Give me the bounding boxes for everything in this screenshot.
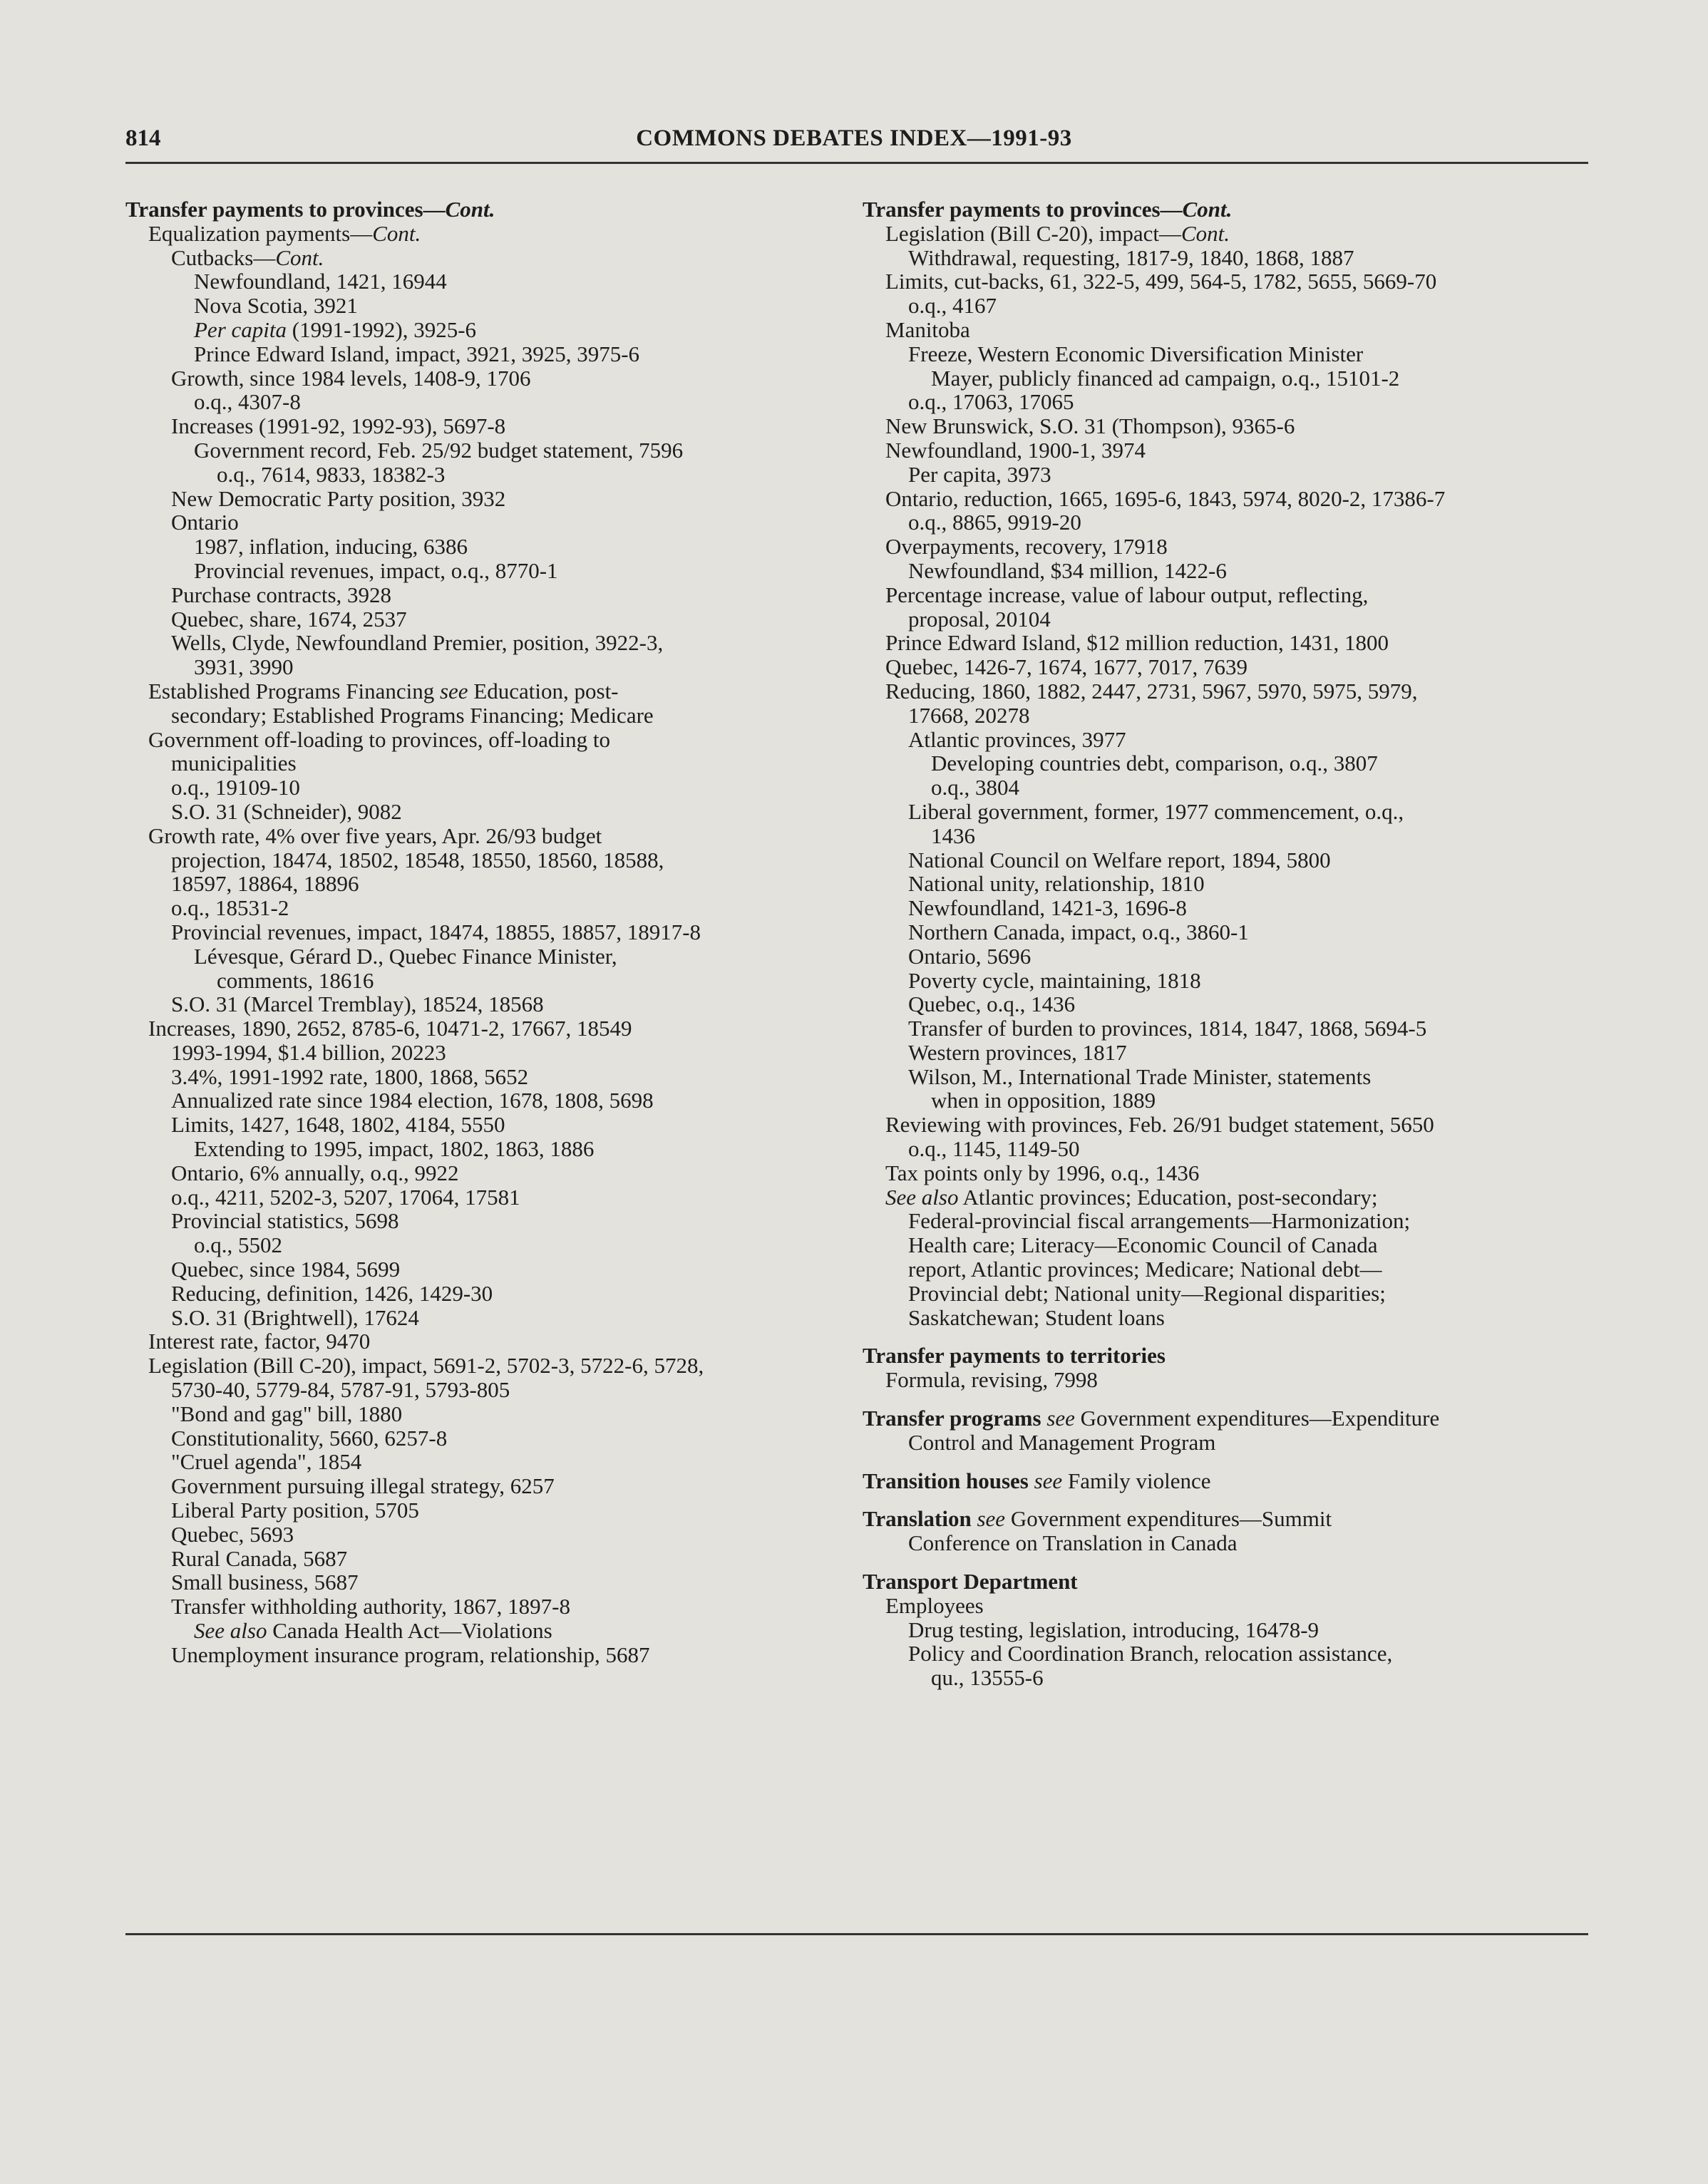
index-entry <box>863 1431 1575 1455</box>
entry-text: Transfer payments to territories <box>863 1343 1166 1369</box>
index-entry <box>863 1306 1575 1330</box>
entry-text: Reducing, 1860, 1882, 2447, 2731, 5967, 5970, 5975, 5979, <box>885 678 1418 704</box>
entry-text: Liberal Party position, 5705 <box>171 1498 419 1523</box>
entry-text: Withdrawal, requesting, 1817-9, 1840, 1868, 1887 <box>908 244 1354 270</box>
entry-text: Provincial revenues, impact, o.q., 8770-1 <box>194 557 558 583</box>
index-entry <box>125 896 838 920</box>
index-column-right <box>863 197 1575 1690</box>
entry-text: Ontario, 6% annually, o.q., 9922 <box>171 1160 459 1185</box>
index-entry <box>125 1113 838 1137</box>
index-entry <box>125 920 838 944</box>
index-entry <box>125 1137 838 1161</box>
running-header-title: COMMONS DEBATES INDEX—1991-93 <box>636 125 1072 151</box>
entry-text: National unity, relationship, 1810 <box>908 871 1205 897</box>
index-entry <box>125 583 838 607</box>
index-entry <box>125 1402 838 1426</box>
entry-text: Family violence <box>1062 1468 1211 1493</box>
header-rule <box>125 162 1588 164</box>
entry-text: Percentage increase, value of labour output, reflecting, <box>885 582 1369 607</box>
index-entry <box>125 463 838 487</box>
entry-text: see <box>1028 1468 1063 1493</box>
entry-text: Transfer payments to provinces— <box>125 197 446 222</box>
entry-text: Quebec, o.q., 1436 <box>908 991 1076 1017</box>
index-entry <box>863 969 1575 993</box>
entry-text: Wilson, M., International Trade Minister, statements <box>908 1063 1372 1089</box>
index-entry <box>125 679 838 704</box>
index-entry <box>125 246 838 270</box>
index-entry <box>863 1161 1575 1185</box>
entry-text: Quebec, 1426-7, 1674, 1677, 7017, 7639 <box>885 654 1247 680</box>
entry-text: qu., 13555-6 <box>931 1665 1044 1691</box>
index-entry <box>125 390 838 414</box>
index-entry <box>125 559 838 583</box>
entry-text: Education, post- <box>468 678 619 704</box>
entry-text: 1993-1994, $1.4 billion, 20223 <box>171 1039 446 1065</box>
entry-text: Ontario <box>171 510 239 535</box>
index-entry <box>125 1474 838 1498</box>
entry-text: Constitutionality, 5660, 6257-8 <box>171 1425 448 1451</box>
index-entry <box>863 655 1575 679</box>
index-entry <box>125 1498 838 1523</box>
index-entry <box>863 896 1575 920</box>
entry-text: Prince Edward Island, $12 million reduction, 1431, 1800 <box>885 630 1389 656</box>
index-entry <box>863 728 1575 752</box>
index-entry <box>125 992 838 1016</box>
index-entry <box>125 1547 838 1571</box>
index-heading <box>863 1344 1575 1368</box>
entry-text: Canada Health Act—Violations <box>267 1618 552 1644</box>
index-entry <box>863 824 1575 848</box>
entry-text: municipalities <box>171 751 297 776</box>
index-entry <box>125 776 838 800</box>
entry-text: Newfoundland, $34 million, 1422-6 <box>908 557 1227 583</box>
index-entry <box>125 969 838 993</box>
entry-text: Government record, Feb. 25/92 budget statement, 7596 <box>194 437 684 463</box>
entry-text: Tax points only by 1996, o.q., 1436 <box>885 1160 1200 1185</box>
entry-text: "Bond and gag" bill, 1880 <box>171 1401 403 1426</box>
entry-text: Freeze, Western Economic Diversification Minister <box>908 341 1364 366</box>
index-entry <box>863 1185 1575 1210</box>
entry-text: Control and Management Program <box>908 1429 1216 1455</box>
index-entry <box>125 414 838 438</box>
entry-text: 1436 <box>931 823 975 848</box>
index-entry <box>125 1523 838 1547</box>
index-entry <box>125 366 838 391</box>
entry-text: Quebec, share, 1674, 2537 <box>171 606 407 632</box>
entry-text: o.q., 4307-8 <box>194 389 301 415</box>
index-entry <box>863 222 1575 246</box>
entry-text: o.q., 4211, 5202-3, 5207, 17064, 17581 <box>171 1184 520 1210</box>
index-entry <box>863 1113 1575 1137</box>
entry-text: Wells, Clyde, Newfoundland Premier, position, 3922-3, <box>171 630 664 656</box>
entry-text: Transfer withholding authority, 1867, 1897-8 <box>171 1594 570 1619</box>
index-entry <box>125 222 838 246</box>
index-entry <box>863 1233 1575 1257</box>
entry-text: Increases, 1890, 2652, 8785-6, 10471-2, 17667, 18549 <box>148 1016 632 1041</box>
index-entry <box>125 1450 838 1474</box>
index-entry <box>863 294 1575 318</box>
entry-text: Government expenditures—Summit <box>1005 1506 1332 1532</box>
index-entry <box>125 1016 838 1041</box>
entry-text: (1991-1992), 3925-6 <box>287 316 477 342</box>
index-entry <box>125 704 838 728</box>
index-entry <box>125 728 838 752</box>
index-entry <box>863 920 1575 944</box>
entry-text: o.q., 7614, 9833, 18382-3 <box>217 461 446 487</box>
index-entry <box>863 583 1575 607</box>
index-entry <box>125 1619 838 1643</box>
index-entry <box>125 1065 838 1089</box>
index-entry <box>125 1595 838 1619</box>
entry-text: Equalization payments— <box>148 220 373 246</box>
entry-text: report, Atlantic provinces; Medicare; National debt— <box>908 1257 1382 1282</box>
index-entry <box>125 1041 838 1065</box>
entry-text: S.O. 31 (Brightwell), 17624 <box>171 1304 419 1330</box>
index-entry <box>863 751 1575 776</box>
index-entry <box>863 1368 1575 1392</box>
index-entry <box>863 1065 1575 1089</box>
index-entry <box>863 1594 1575 1618</box>
index-entry <box>863 438 1575 463</box>
entry-text: o.q., 1145, 1149-50 <box>908 1136 1080 1162</box>
entry-text: Reviewing with provinces, Feb. 26/91 budget statement, 5650 <box>885 1112 1434 1138</box>
index-entry <box>863 390 1575 414</box>
index-entry <box>863 318 1575 342</box>
index-heading <box>863 1507 1575 1531</box>
entry-text: Atlantic provinces, 3977 <box>908 726 1126 752</box>
index-entry <box>125 1306 838 1330</box>
index-entry <box>125 1209 838 1233</box>
page-number: 814 <box>125 125 161 151</box>
index-entry <box>125 1570 838 1595</box>
index-entry <box>863 1666 1575 1690</box>
index-heading <box>863 1406 1575 1431</box>
entry-text: Poverty cycle, maintaining, 1818 <box>908 967 1201 993</box>
entry-text: Increases (1991-92, 1992-93), 5697-8 <box>171 413 506 439</box>
entry-text: Limits, 1427, 1648, 1802, 4184, 5550 <box>171 1112 505 1138</box>
index-entry <box>863 1041 1575 1065</box>
index-entry <box>125 944 838 969</box>
entry-text: Transfer programs <box>863 1406 1041 1431</box>
entry-text: Legislation (Bill C-20), impact, 5691-2, 5702-3, 5722-6, 5728, <box>148 1353 704 1379</box>
index-entry <box>863 414 1575 438</box>
entry-text: Mayer, publicly financed ad campaign, o.q., 15101-2 <box>931 365 1400 391</box>
entry-text: Health care; Literacy—Economic Council of Canada <box>908 1232 1378 1258</box>
entry-text: Provincial statistics, 5698 <box>171 1208 399 1234</box>
entry-text: Quebec, since 1984, 5699 <box>171 1257 401 1282</box>
index-entry <box>125 1643 838 1667</box>
entry-text: Drug testing, legislation, introducing, 16478-9 <box>908 1617 1319 1642</box>
entry-text: 17668, 20278 <box>908 702 1030 728</box>
entry-text: Lévesque, Gérard D., Quebec Finance Minister, <box>194 943 617 969</box>
index-entry <box>863 487 1575 511</box>
index-entry <box>863 463 1575 487</box>
entry-text: Reducing, definition, 1426, 1429-30 <box>171 1280 493 1306</box>
index-entry <box>125 1426 838 1451</box>
index-entry <box>863 510 1575 535</box>
entry-text: Extending to 1995, impact, 1802, 1863, 1886 <box>194 1136 595 1162</box>
entry-text: 3.4%, 1991-1992 rate, 1800, 1868, 5652 <box>171 1063 529 1089</box>
index-entry <box>863 246 1575 270</box>
entry-text: see <box>971 1506 1006 1532</box>
index-entry <box>125 800 838 824</box>
entry-text: Cont. <box>275 244 324 270</box>
entry-text: Ontario, 5696 <box>908 943 1032 969</box>
index-entry <box>863 342 1575 366</box>
index-entry <box>125 631 838 655</box>
index-heading <box>863 1570 1575 1594</box>
entry-text: projection, 18474, 18502, 18548, 18550, 18560, 18588, <box>171 847 664 872</box>
index-entry <box>863 1531 1575 1555</box>
entry-text: o.q., 18531-2 <box>171 895 289 921</box>
entry-text: "Cruel agenda", 1854 <box>171 1449 362 1475</box>
entry-text: Manitoba <box>885 316 970 342</box>
entry-text: Saskatchewan; Student loans <box>908 1304 1165 1330</box>
entry-text: Ontario, reduction, 1665, 1695-6, 1843, 5974, 8020-2, 17386-7 <box>885 485 1446 511</box>
index-entry <box>863 631 1575 655</box>
entry-text: see <box>1041 1406 1075 1431</box>
entry-text: Legislation (Bill C-20), impact— <box>885 220 1181 246</box>
index-entry <box>125 294 838 318</box>
entry-text: when in opposition, 1889 <box>931 1088 1156 1113</box>
index-entry <box>863 269 1575 294</box>
index-entry <box>125 438 838 463</box>
entry-text: proposal, 20104 <box>908 606 1051 632</box>
entry-text: Growth, since 1984 levels, 1408-9, 1706 <box>171 365 531 391</box>
index-entry <box>125 824 838 848</box>
entry-text: Overpayments, recovery, 17918 <box>885 534 1168 560</box>
index-entry <box>125 269 838 294</box>
index-entry <box>863 1642 1575 1666</box>
index-entry <box>125 487 838 511</box>
index-heading <box>125 197 838 222</box>
entry-text: Atlantic provinces; Education, post-secondary; <box>958 1184 1378 1210</box>
index-entry <box>863 1016 1575 1041</box>
entry-text: Per capita <box>194 316 287 342</box>
entry-text: Interest rate, factor, 9470 <box>148 1329 371 1354</box>
index-entry <box>863 607 1575 632</box>
entry-text: comments, 18616 <box>217 967 374 993</box>
entry-text: See also <box>194 1618 267 1644</box>
entry-text: Policy and Coordination Branch, relocation assistance, <box>908 1641 1393 1667</box>
entry-text: o.q., 17063, 17065 <box>908 389 1074 415</box>
entry-text: See also <box>885 1184 959 1210</box>
index-entry <box>125 1257 838 1282</box>
entry-text: Nova Scotia, 3921 <box>194 293 358 319</box>
index-entry <box>125 1378 838 1402</box>
entry-text: S.O. 31 (Schneider), 9082 <box>171 798 402 824</box>
entry-text: Growth rate, 4% over five years, Apr. 26/93 budget <box>148 823 602 848</box>
index-entry <box>863 872 1575 896</box>
index-entry <box>863 704 1575 728</box>
index-entry <box>863 776 1575 800</box>
index-entry <box>125 1329 838 1354</box>
entry-text: o.q., 3804 <box>931 775 1019 800</box>
index-entry <box>863 1209 1575 1233</box>
entry-text: Limits, cut-backs, 61, 322-5, 499, 564-5, 1782, 5655, 5669-70 <box>885 269 1437 294</box>
entry-text: Cont. <box>1182 197 1233 222</box>
entry-text: Annualized rate since 1984 election, 1678, 1808, 5698 <box>171 1088 654 1113</box>
entry-text: see <box>439 678 468 704</box>
entry-text: Translation <box>863 1506 972 1532</box>
index-entry <box>125 655 838 679</box>
entry-text: Quebec, 5693 <box>171 1521 294 1547</box>
index-entry <box>125 510 838 535</box>
index-entry <box>863 800 1575 824</box>
index-entry <box>863 992 1575 1016</box>
entry-text: Unemployment insurance program, relationship, 5687 <box>171 1642 650 1667</box>
entry-text: Liberal government, former, 1977 commencement, o.q., <box>908 798 1404 824</box>
entry-text: 1987, inflation, inducing, 6386 <box>194 534 468 560</box>
entry-text: Transfer payments to provinces— <box>863 197 1183 222</box>
index-entry <box>125 318 838 342</box>
index-entry <box>863 1618 1575 1642</box>
index-entry <box>863 366 1575 391</box>
index-entry <box>863 535 1575 559</box>
entry-text: Northern Canada, impact, o.q., 3860-1 <box>908 919 1249 944</box>
entry-text: Provincial debt; National unity—Regional disparities; <box>908 1280 1386 1306</box>
index-entry <box>125 607 838 632</box>
entry-text: Cont. <box>372 220 421 246</box>
entry-text: S.O. 31 (Marcel Tremblay), 18524, 18568 <box>171 991 544 1017</box>
entry-text: Cont. <box>445 197 495 222</box>
entry-text: 18597, 18864, 18896 <box>171 871 359 897</box>
entry-text: 3931, 3990 <box>194 654 294 680</box>
index-entry <box>125 1354 838 1378</box>
entry-text: Transport Department <box>863 1569 1078 1595</box>
entry-text: o.q., 5502 <box>194 1232 282 1258</box>
entry-text: Western provinces, 1817 <box>908 1039 1127 1065</box>
entry-text: Government pursuing illegal strategy, 6257 <box>171 1473 555 1499</box>
entry-text: 5730-40, 5779-84, 5787-91, 5793-805 <box>171 1377 510 1403</box>
entry-text: Cont. <box>1181 220 1230 246</box>
footer-rule <box>125 1933 1588 1935</box>
entry-text: Federal-provincial fiscal arrangements—Harmonization; <box>908 1208 1411 1234</box>
entry-text: Newfoundland, 1900-1, 3974 <box>885 437 1146 463</box>
entry-text: New Democratic Party position, 3932 <box>171 485 506 511</box>
entry-text: Conference on Translation in Canada <box>908 1530 1238 1556</box>
entry-text: Transfer of burden to provinces, 1814, 1847, 1868, 5694-5 <box>908 1016 1427 1041</box>
index-entry <box>863 1257 1575 1282</box>
entry-text: Cutbacks— <box>171 244 276 270</box>
index-entry <box>125 1185 838 1210</box>
index-heading <box>863 197 1575 222</box>
index-entry <box>863 1088 1575 1113</box>
index-entry <box>125 1282 838 1306</box>
index-column-left <box>125 197 838 1667</box>
entry-text: Provincial revenues, impact, 18474, 18855, 18857, 18917-8 <box>171 919 701 944</box>
entry-text: Small business, 5687 <box>171 1570 359 1595</box>
index-entry <box>125 848 838 872</box>
entry-text: Government off-loading to provinces, off-loading to <box>148 726 610 752</box>
entry-text: Newfoundland, 1421, 16944 <box>194 269 447 294</box>
entry-text: Transition houses <box>863 1468 1029 1493</box>
entry-text: o.q., 4167 <box>908 293 997 319</box>
entry-text: Developing countries debt, comparison, o.q., 3807 <box>931 751 1378 776</box>
index-entry <box>863 559 1575 583</box>
entry-text: Rural Canada, 5687 <box>171 1545 348 1571</box>
index-entry <box>125 1161 838 1185</box>
entry-text: o.q., 19109-10 <box>171 775 300 800</box>
entry-text: Purchase contracts, 3928 <box>171 582 392 607</box>
index-entry <box>125 535 838 559</box>
entry-text: Newfoundland, 1421-3, 1696-8 <box>908 895 1187 921</box>
index-entry <box>863 679 1575 704</box>
entry-text: secondary; Established Programs Financing; Medicare <box>171 702 654 728</box>
entry-text: Formula, revising, 7998 <box>885 1367 1098 1393</box>
index-heading <box>863 1469 1575 1493</box>
entry-text: New Brunswick, S.O. 31 (Thompson), 9365-6 <box>885 413 1295 439</box>
index-entry <box>863 848 1575 872</box>
entry-text: Established Programs Financing <box>148 678 440 704</box>
entry-text: o.q., 8865, 9919-20 <box>908 510 1081 535</box>
index-entry <box>125 872 838 896</box>
entry-text: Per capita, 3973 <box>908 461 1051 487</box>
entry-text: Government expenditures—Expenditure <box>1074 1406 1440 1431</box>
index-entry <box>863 944 1575 969</box>
index-entry <box>863 1282 1575 1306</box>
index-entry <box>863 1137 1575 1161</box>
index-entry <box>125 1233 838 1257</box>
index-entry <box>125 1088 838 1113</box>
entry-text: Employees <box>885 1592 984 1618</box>
index-entry <box>125 751 838 776</box>
entry-text: Prince Edward Island, impact, 3921, 3925, 3975-6 <box>194 341 640 366</box>
index-entry <box>125 342 838 366</box>
entry-text: National Council on Welfare report, 1894, 5800 <box>908 847 1331 872</box>
